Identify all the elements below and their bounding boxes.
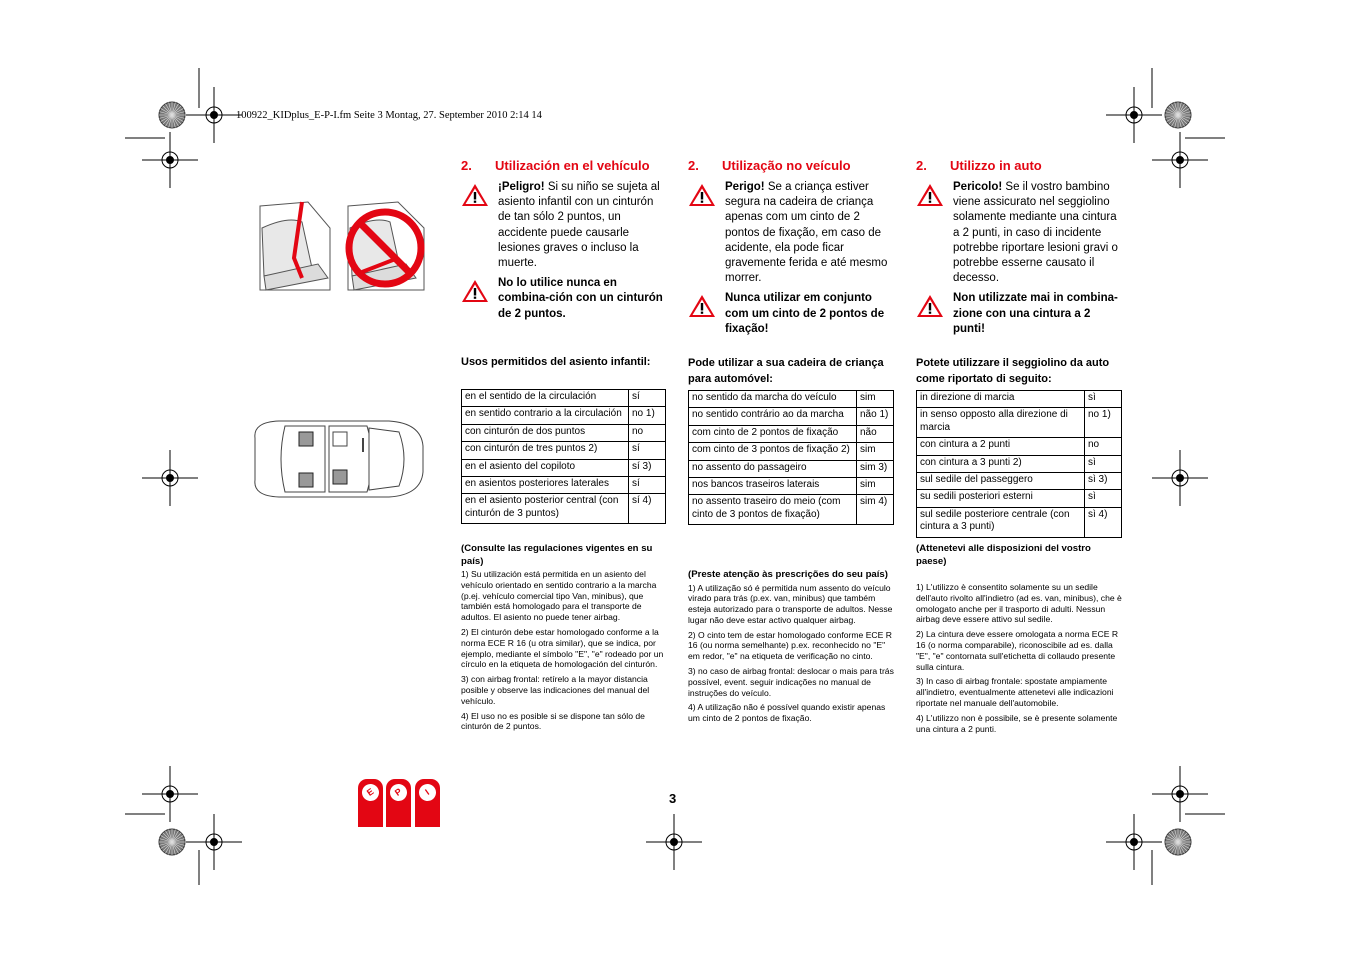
uses-title: Potete utilizzare il seggiolino da auto come riportato di seguito: (916, 357, 1110, 385)
table-row (462, 407, 666, 424)
usage-value: sì (1085, 391, 1122, 408)
usage-label: con cinturón de tres puntos 2) (462, 442, 629, 459)
usage-label: en el asiento del copiloto (462, 459, 629, 476)
usage-label: en sentido contrario a la circulación (462, 407, 629, 424)
section-title: 2. Utilizzo in auto (916, 158, 1042, 173)
warning-triangle-icon (916, 294, 944, 318)
usage-value: não 1) (857, 408, 894, 425)
usage-value: sim (857, 391, 894, 408)
usage-value: sì (1085, 490, 1122, 507)
usage-value: sim (857, 443, 894, 460)
tab-letter: I (416, 781, 440, 805)
danger-warning: Pericolo! Se il vostro bambino viene assicurato nel seggiolino solamente mediante una cintura a 2 punti, in caso di incidente potrebbe riportare lesioni gravi o potrebbe esserne causato il decesso. (916, 180, 1124, 286)
language-tab-i (415, 779, 440, 827)
consult-note: (Attenetevi alle disposizioni del vostro paese) (916, 543, 1091, 567)
usage-label: no sentido contrário ao da marcha (689, 408, 857, 425)
danger-warning-2: Non utilizzate mai in combina-zione con una cintura a 2 punti! (916, 291, 1124, 337)
section-it (916, 158, 1124, 337)
usage-label: no sentido da marcha do veículo (689, 391, 857, 408)
consult-note: (Consulte las regulaciones vigentes en su país) (461, 543, 653, 567)
usage-label: con cintura a 2 punti (917, 438, 1085, 455)
usage-value: sí (629, 477, 666, 494)
footnote: 3) no caso de airbag frontal: deslocar o mais para trás possível, event. seguir indicações no manual de instruções do veículo. (688, 666, 894, 698)
table-row (917, 490, 1122, 507)
section-title: 2. Utilização no veículo (688, 158, 851, 173)
table-row (689, 408, 894, 425)
danger-warning-2: No lo utilice nunca en combina-ción con un cinturón de 2 puntos. (461, 276, 669, 322)
uses-table (461, 389, 666, 524)
usage-value: sí (629, 442, 666, 459)
usage-label: con cintura a 3 punti 2) (917, 455, 1085, 472)
footnote: 1) L'utilizzo è consentito solamente su un sedile dell'auto rivolto all'indietro (ad es. van, minibus), che è omologato anche per il trasporto di adulti. Nessun airbag deve essere attivo sul sedile. (916, 582, 1122, 625)
footnote: 1) A utilização só é permitida num assento do veículo virado para trás (p.ex. van, minibus) que também esteja autorizado para o transporte de adultos. Nesse lugar não deve estar activo qualquer airbag. (688, 582, 893, 625)
table-row (462, 424, 666, 441)
danger-warning: ¡Peligro! Si su niño se sujeta al asiento infantil con un cinturón de tan sólo 2 puntos, un accidente puede causarle lesiones graves o incluso la muerte. (461, 180, 669, 271)
table-row (462, 459, 666, 476)
file-header-line: 100922_KIDplus_E-P-I.fm Seite 3 Montag, 27. September 2010 2:14 14 (236, 110, 542, 121)
warning-triangle-icon (688, 183, 716, 207)
uses-table (916, 390, 1122, 538)
table-row (462, 494, 666, 524)
footnote: 2) O cinto tem de estar homologado conforme ECE R 16 (ou norma semelhante) p.ex. reconhecido no "E" em redor, "e" na etiqueta de verificação no cinto. (688, 629, 892, 662)
usage-value: sì 4) (1085, 507, 1122, 537)
table-row (917, 391, 1122, 408)
footnote: 2) La cintura deve essere omologata a norma ECE R 16 (o norma comparabile), riconoscibile ad es. dalla "E", "e" contornata sull'etichetta di collaudo presente sulla cintura. (916, 629, 1119, 672)
footnote: 2) El cinturón debe estar homologado conforme a la norma ECE R 16 (u otra similar), que se indica, por ejemplo, mediante el símbolo "E", "e" rodeado por un círculo en la etiqueta de homologación del cinturón. (461, 626, 664, 670)
language-tab-p (386, 779, 411, 827)
page-number: 3 (669, 791, 677, 806)
footnotes (916, 543, 1122, 738)
usage-value: sì 3) (1085, 473, 1122, 490)
footnote: 1) Su utilización está permitida en un asiento del vehículo orientado en sentido contrario a la marcha (p.ej. vehículo comercial tipo Van, minibus), que también está homologado para el transporte de adultos. El asiento no puede tener airbag. (461, 569, 657, 623)
usage-label: sul sedile del passeggero (917, 473, 1085, 490)
usage-label: con cinturón de dos puntos (462, 424, 629, 441)
tab-letter: E (359, 781, 383, 805)
usage-value: sí 4) (629, 494, 666, 524)
usage-value: sim 4) (857, 495, 894, 525)
usage-label: nos bancos traseiros laterais (689, 478, 857, 495)
table-row (689, 460, 894, 477)
usage-value: sí (629, 390, 666, 407)
usage-label: com cinto de 3 pontos de fixação 2) (689, 443, 857, 460)
usage-value: no (629, 424, 666, 441)
section-es (461, 158, 669, 322)
footnote: 3) con airbag frontal: retírelo a la mayor distancia posible y observe las indicaciones del manual del vehículo. (461, 674, 650, 706)
table-row (462, 442, 666, 459)
table-row (917, 507, 1122, 537)
usage-label: in senso opposto alla direzione di marcia (917, 408, 1085, 438)
warning-triangle-icon (461, 183, 489, 207)
usage-value: no (1085, 438, 1122, 455)
consult-note: (Preste atenção às prescrições do seu país) (688, 569, 888, 580)
language-tab-e (358, 779, 383, 827)
danger-warning: Perigo! Se a criança estiver segura na cadeira de criança apenas com um cinto de 2 pontos de fixação, em caso de acidente, ela pode ficar gravemente ferida e até mesmo morrer. (688, 180, 896, 286)
table-row (689, 495, 894, 525)
warning-triangle-icon (916, 183, 944, 207)
usage-label: no assento traseiro do meio (com cinto de 3 pontos de fixação) (689, 495, 857, 525)
usage-value: no 1) (629, 407, 666, 424)
table-row (462, 390, 666, 407)
footnote: 3) In caso di airbag frontale: spostate ampiamente all'indietro, eventualmente attenetevi alle indicazioni riportate nel manuale dell'automobile. (916, 676, 1114, 708)
usage-label: no assento do passageiro (689, 460, 857, 477)
usage-value: sim 3) (857, 460, 894, 477)
usage-value: no 1) (1085, 408, 1122, 438)
uses-table (688, 390, 894, 525)
usage-label: sul sedile posteriore centrale (con cintura a 3 punti) (917, 507, 1085, 537)
warning-triangle-icon (461, 279, 489, 303)
table-row (689, 443, 894, 460)
usage-value: sì (1085, 455, 1122, 472)
footnote: 4) El uso no es posible si se dispone tan sólo de cinturón de 2 puntos. (461, 710, 645, 732)
table-row (689, 391, 894, 408)
usage-label: com cinto de 2 pontos de fixação (689, 425, 857, 442)
usage-label: en asientos posteriores laterales (462, 477, 629, 494)
danger-warning-2: Nunca utilizar em conjunto com um cinto de 2 pontos de fixação! (688, 291, 896, 337)
section-title: 2. Utilización en el vehículo (461, 158, 650, 173)
footnote: 4) A utilização não é possível quando existir apenas um cinto de 2 pontos de fixação. (688, 702, 886, 724)
table-row (917, 455, 1122, 472)
usage-label: in direzione di marcia (917, 391, 1085, 408)
footnotes (461, 543, 666, 736)
usage-label: en el sentido de la circulación (462, 390, 629, 407)
table-row (917, 408, 1122, 438)
uses-title: Pode utilizar a sua cadeira de criança para automóvel: (688, 357, 884, 385)
belt-illustration (258, 198, 428, 293)
table-row (689, 425, 894, 442)
table-row (917, 473, 1122, 490)
usage-value: sí 3) (629, 459, 666, 476)
uses-title: Usos permitidos del asiento infantil: (461, 356, 651, 368)
usage-label: en el asiento posterior central (con cinturón de 3 puntos) (462, 494, 629, 524)
warning-triangle-icon (688, 294, 716, 318)
usage-value: não (857, 425, 894, 442)
section-pt (688, 158, 896, 337)
usage-label: su sedili posteriori esterni (917, 490, 1085, 507)
tab-letter: P (387, 781, 411, 805)
table-row (689, 478, 894, 495)
footnotes (688, 569, 894, 728)
table-row (917, 438, 1122, 455)
table-row (462, 477, 666, 494)
footnote: 4) L'utilizzo non è possibile, se è presente solamente una cintura a 2 punti. (916, 712, 1118, 734)
usage-value: sim (857, 478, 894, 495)
car-top-view-illustration (249, 418, 427, 500)
